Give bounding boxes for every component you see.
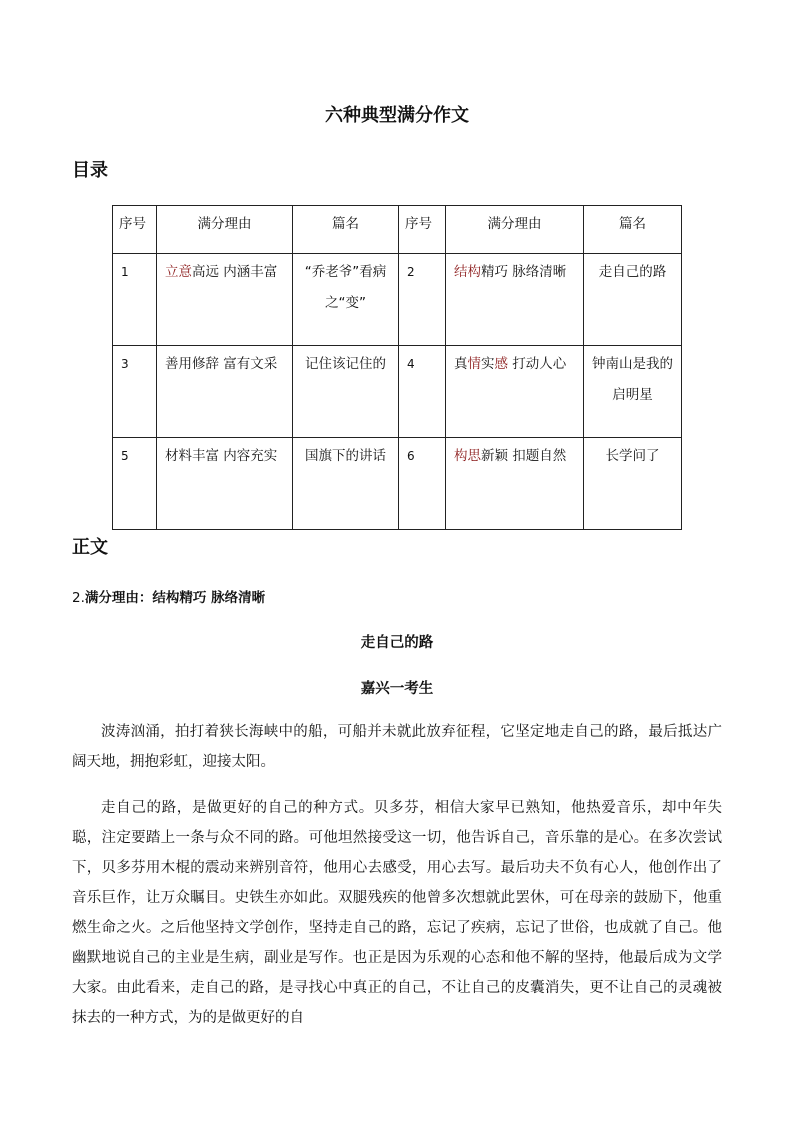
toc-essay-title: 记住该记住的 xyxy=(293,346,399,438)
toc-reason-text: 真 xyxy=(454,356,468,372)
toc-reason-text: 高远 内涵丰富 xyxy=(192,264,278,280)
toc-seq: 5 xyxy=(113,438,157,530)
toc-reason xyxy=(446,438,584,530)
toc-reason-text: 材料丰富 内容充实 xyxy=(165,448,278,464)
table-row xyxy=(113,254,682,346)
toc-reason-highlight: 感 xyxy=(494,356,508,372)
toc-essay-title: 走自己的路 xyxy=(584,254,682,346)
toc-seq: 2 xyxy=(399,254,446,346)
toc-reason-highlight: 结构 xyxy=(454,264,481,280)
toc-seq: 3 xyxy=(113,346,157,438)
body-heading: 正文 xyxy=(72,537,108,558)
essay-reason-number: 2. xyxy=(72,590,85,606)
toc-reason xyxy=(157,254,293,346)
essay-reason-text: 满分理由：结构精巧 脉络清晰 xyxy=(84,590,266,606)
toc-reason-text: 打动人心 xyxy=(508,356,567,372)
toc-essay-title: 长学问了 xyxy=(584,438,682,530)
toc-header-seq-right: 序号 xyxy=(399,206,446,254)
toc-seq: 1 xyxy=(113,254,157,346)
essay-title: 走自己的路 xyxy=(360,635,434,651)
document-title: 六种典型满分作文 xyxy=(325,105,469,126)
toc-heading: 目录 xyxy=(72,160,108,181)
toc-seq: 4 xyxy=(399,346,446,438)
toc-header-reason-left: 满分理由 xyxy=(157,206,293,254)
toc-header-seq-left: 序号 xyxy=(113,206,157,254)
essay-reason-line xyxy=(72,588,265,608)
toc-reason-text: 善用修辞 富有文采 xyxy=(165,356,278,372)
toc-reason xyxy=(157,346,293,438)
essay-paragraph: 走自己的路，是做更好的自己的种方式。贝多芬，相信大家早已熟知，他热爱音乐，却中年失聪，注定要踏上一条与众不同的路。可他坦然接受这一切，他告诉自己，音乐靠的是心。在多次尝试下，贝多芬用木棍的震动来辨别音符，他用心去感受，用心去写。最后功夫不负有心人，他创作出了音乐巨作，让万众瞩目。史铁生亦如此。双腿残疾的他曾多次想就此罢休，可在母亲的鼓励下，他重燃生命之火。之后他坚持文学创作，坚持走自己的路，忘记了疾病，忘记了世俗，也成就了自己。他幽默地说自己的主业是生病，副业是写作。也正是因为乐观的心态和他不解的坚持，他最后成为文学大家。由此看来，走自己的路，是寻找心中真正的自己，不让自己的皮囊消失，更不让自己的灵魂被抹去的一种方式，为的是做更好的自 xyxy=(72,800,722,1026)
toc-essay-title: “乔老爷”看病之“变” xyxy=(293,254,399,346)
toc-table xyxy=(112,205,682,530)
toc-header-title-right: 篇名 xyxy=(584,206,682,254)
essay-paragraph: 波涛汹涌，拍打着狭长海峡中的船，可船并未就此放弃征程，它坚定地走自己的路，最后抵达广阔天地，拥抱彩虹，迎接太阳。 xyxy=(72,724,722,770)
essay-author: 嘉兴一考生 xyxy=(360,681,434,697)
toc-reason xyxy=(446,254,584,346)
toc-essay-title: 国旗下的讲话 xyxy=(293,438,399,530)
toc-header-title-left: 篇名 xyxy=(293,206,399,254)
toc-header-row xyxy=(113,206,682,254)
toc-reason xyxy=(157,438,293,530)
toc-reason-highlight: 立意 xyxy=(165,264,192,280)
toc-reason-highlight: 情 xyxy=(467,356,481,372)
toc-reason-text: 实 xyxy=(481,356,495,372)
table-row xyxy=(113,438,682,530)
toc-header-reason-right: 满分理由 xyxy=(446,206,584,254)
table-row xyxy=(113,346,682,438)
toc-reason-text: 精巧 脉络清晰 xyxy=(481,264,567,280)
toc-seq: 6 xyxy=(399,438,446,530)
toc-reason-highlight: 构思 xyxy=(454,448,481,464)
toc-reason xyxy=(446,346,584,438)
toc-reason-text: 新颖 扣题自然 xyxy=(481,448,567,464)
toc-essay-title: 钟南山是我的启明星 xyxy=(584,346,682,438)
